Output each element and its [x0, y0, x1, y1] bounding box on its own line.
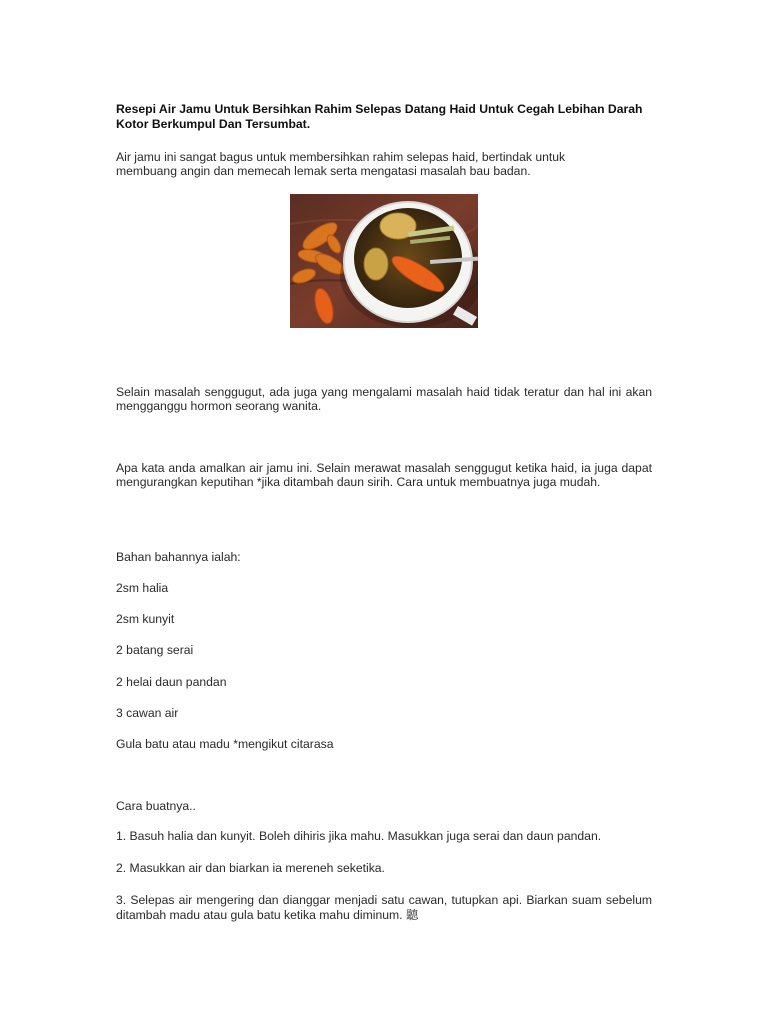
method-step: 3. Selepas air mengering dan dianggar menjadi satu cawan, tutupkan api. Biarkan suam sebelum ditambah madu atau gula batu ketika mahu diminum. 聽	[116, 893, 652, 922]
document-title: Resepi Air Jamu Untuk Bersihkan Rahim Selepas Datang Haid Untuk Cegah Lebihan Darah Kotor Berkumpul Dan Tersumbat.	[116, 102, 643, 131]
ingredient-item: Gula batu atau madu *mengikut citarasa	[116, 737, 334, 751]
method-step: 2. Masukkan air dan biarkan ia mereneh seketika.	[116, 861, 385, 875]
ingredient-item: 2sm halia	[116, 581, 169, 595]
method-heading: Cara buatnya..	[116, 799, 196, 813]
method-step: 1. Basuh halia dan kunyit. Boleh dihiris jika mahu. Masukkan juga serai dan daun pandan.	[116, 829, 602, 843]
ingredients-heading: Bahan bahannya ialah:	[116, 550, 241, 564]
paragraph: Selain masalah senggugut, ada juga yang mengalami masalah haid tidak teratur dan hal ini akan mengganggu hormon seorang wanita.	[116, 385, 652, 413]
ingredient-item: 3 cawan air	[116, 706, 179, 720]
ingredient-item: 2 batang serai	[116, 643, 194, 657]
jamu-photo	[290, 194, 478, 328]
ingredient-item: 2sm kunyit	[116, 612, 175, 626]
paragraph: Apa kata anda amalkan air jamu ini. Selain merawat masalah senggugut ketika haid, ia juga dapat mengurangkan keputihan *jika ditambah daun sirih. Cara untuk membuatnya juga mudah.	[116, 461, 652, 489]
intro-paragraph: Air jamu ini sangat bagus untuk membersihkan rahim selepas haid, bertindak untuk membuang angin dan memecah lemak serta mengatasi masalah bau badan.	[116, 150, 566, 178]
ingredient-item: 2 helai daun pandan	[116, 675, 227, 689]
